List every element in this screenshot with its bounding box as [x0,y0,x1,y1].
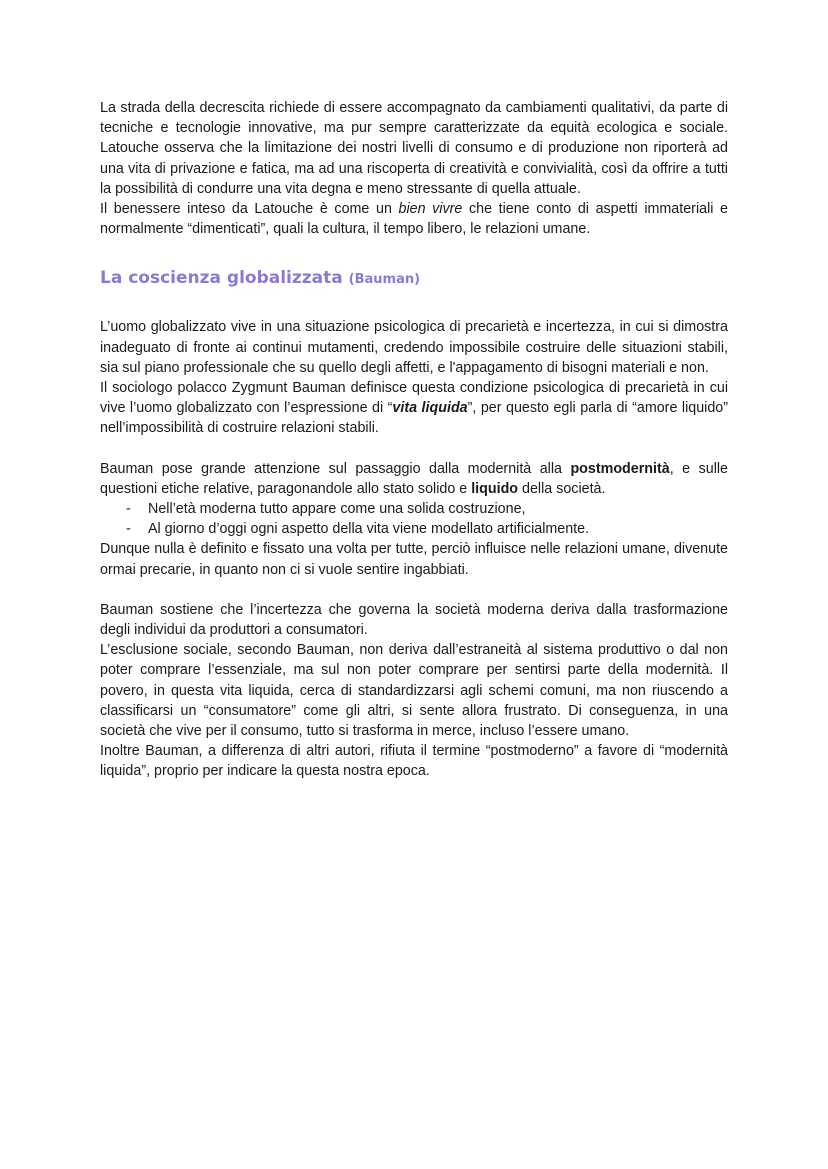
paragraph-uomo-globalizzato: L’uomo globalizzato vive in una situazione psicologica di precarietà e incertezza, in cui si dimostra inadeguato di fronte ai continui mutamenti, credendo impossibile costruire delle situazioni stabili, sia sul piano professionale che su quello degli affetti, e l'appagamento di bisogni materiali e non. [100,319,728,376]
list-item-text: Al giorno d’oggi ogni aspetto della vita viene modellato artificialmente. [148,521,590,538]
section-title: La coscienza globalizzata [100,268,343,289]
list-item-text: Nell’età moderna tutto appare come una solida costruzione, [148,501,526,518]
bold-term-liquido: liquido [471,480,519,497]
paragraph-gap [100,580,728,600]
text-run: Il benessere inteso da Latouche è come un [100,201,399,218]
paragraph-decrescita: La strada della decrescita richiede di essere accompagnato da cambiamenti qualitativi, da parte di tecniche e tecnologie innovative, ma pur sempre caratterizzate da equità ecologica e sociale. Latouche osserva che la limitazione dei nostri livelli di consumo e di produzione non riporterà ad una vita di privazione e fatica, ma ad una riscoperta di creatività e convivialità, così da offrire a tutti la possibilità di condurre una vita degna e meno stressante di quella attuale. [100,100,728,197]
text-run: ”, per questo egli parla di “amore liquido” nell’impossibilità di costruire relazioni stabili. [100,400,728,437]
paragraph-esclusione-sociale: L’esclusione sociale, secondo Bauman, non deriva dall’estraneità al sistema produttivo o dal non poter comprare l’essenziale, ma sul non poter comprare per sentirsi parte della modernità. Il povero, in questa vita liquida, cerca di standardizzarsi agli schemi comuni, ma non riuscendo a classificarsi un “consumatore” come gli altri, si sente allora frustrato. Di conseguenza, in una società che vive per il consumo, tutto si trasforma in merce, incluso l’essere umano. [100,642,728,740]
section-heading [100,267,728,291]
bold-italic-term-vita-liquida [392,400,467,416]
text-run: , e sulle questioni etiche relative, paragonandole allo stato solido e [100,460,728,497]
paragraph-vita-liquida [100,378,728,439]
text-run: Bauman pose grande attenzione sul passaggio dalla modernità alla [100,460,571,477]
paragraph-nulla-definito: Dunque nulla è definito e fissato una volta per tutte, perciò influisce nelle relazioni umane, divenute ormai precarie, in quanto non ci si vuole sentire ingabbiati. [100,541,728,578]
document-page [100,98,728,782]
text-run: che tiene conto di aspetti immateriali e normalmente “dimenticati”, quali la cultura, il tempo libero, le relazioni umane. [100,201,728,238]
bold-term-postmodernita: postmodernità [570,460,670,477]
paragraph-modernita-liquida: Inoltre Bauman, a differenza di altri autori, rifiuta il termine “postmoderno” a favore di “modernità liquida”, proprio per indicare la questa nostra epoca. [100,743,728,780]
text-run: della società. [518,480,606,497]
italic-term-bien-vivre: bien vivre [398,201,463,218]
bullet-list [100,499,728,539]
dash-bullet: - [126,501,131,518]
list-item [100,499,728,519]
paragraph-incertezza: Bauman sostiene che l’incertezza che governa la società moderna deriva dalla trasformazione degli individui da produttori a consumatori. [100,601,728,639]
text-run: Il sociologo polacco Zygmunt Bauman definisce questa condizione psicologica di precarietà in cui vive l’uomo globalizzato con l’espressione di “ [100,380,728,417]
section-subtitle: (Bauman) [348,272,421,288]
paragraph-gap [100,439,728,459]
italic-run: vita liquida [392,400,468,417]
paragraph-postmodernita [100,459,728,499]
list-item [100,519,728,539]
dash-bullet: - [126,521,131,538]
paragraph-benessere [100,199,728,239]
